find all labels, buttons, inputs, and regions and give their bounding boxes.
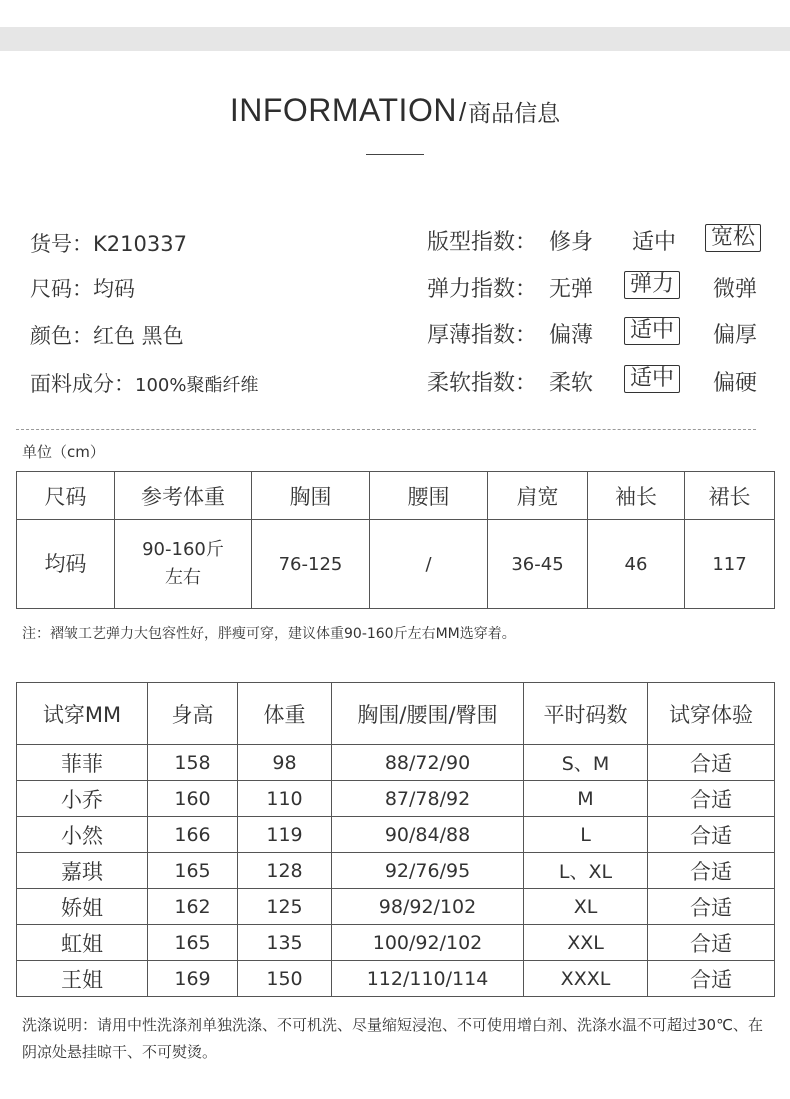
index-option: 无弹 (549, 277, 594, 302)
fitting-cell: 92/76/95 (332, 853, 524, 889)
fitting-cell: 169 (148, 961, 238, 997)
fitting-cell: 88/72/90 (332, 745, 524, 781)
fitting-cell: 合适 (648, 817, 775, 853)
table-row (17, 961, 775, 997)
size-cell: 117 (685, 520, 775, 609)
fitting-cell: 合适 (648, 925, 775, 961)
title-english: INFORMATION (229, 92, 457, 128)
fitting-cell: 王姐 (17, 961, 148, 997)
size-header-cell: 尺码 (17, 472, 115, 520)
table-row (17, 853, 775, 889)
index-option: 偏厚 (713, 323, 758, 348)
fitting-cell: 98/92/102 (332, 889, 524, 925)
size-cell: 46 (588, 520, 685, 609)
title-underline (366, 154, 424, 155)
table-row (17, 817, 775, 853)
fabric-value: 100%聚酯纤维 (135, 375, 259, 396)
section-title (0, 92, 790, 129)
fitting-cell: L (524, 817, 648, 853)
size-cell: 36-45 (488, 520, 588, 609)
size-cell: 均码 (17, 520, 115, 609)
index-option-selected: 弹力 (624, 271, 680, 299)
size-cell: / (370, 520, 488, 609)
wash-instructions: 洗涤说明：请用中性洗涤剂单独洗涤、不可机洗、尽量缩短浸泡、不可使用增白剂、洗涤水温不可超过30℃、在阴凉处悬挂晾干、不可熨烫。 (22, 1016, 763, 1061)
fabric-label: 面料成分： (30, 372, 135, 396)
fitting-cell: S、M (524, 745, 648, 781)
size-cell: 76-125 (252, 520, 370, 609)
fitting-cell: 128 (238, 853, 332, 889)
size-cell: 90-160斤 左右 (115, 520, 252, 609)
fitting-cell: 162 (148, 889, 238, 925)
fitting-cell: 嘉琪 (17, 853, 148, 889)
size-table-header (17, 472, 775, 520)
fitting-header-cell: 试穿体验 (648, 683, 775, 745)
fitting-header-cell: 身高 (148, 683, 238, 745)
fitting-cell: 虹姐 (17, 925, 148, 961)
index-label: 弹力指数： (427, 277, 538, 302)
fitting-cell: XL (524, 889, 648, 925)
index-option: 微弹 (713, 277, 758, 302)
item-number: 货号：K210337 (30, 232, 187, 256)
fitting-cell: M (524, 781, 648, 817)
index-option-selected: 适中 (624, 317, 680, 345)
fitting-cell: L、XL (524, 853, 648, 889)
table-row (17, 745, 775, 781)
index-option: 偏硬 (713, 371, 758, 396)
size-note: 注：褶皱工艺弹力大包容性好，胖瘦可穿，建议体重90-160斤左右MM选穿着。 (22, 626, 516, 642)
index-option: 适中 (632, 230, 677, 255)
fitting-cell: 合适 (648, 961, 775, 997)
fitting-cell: 98 (238, 745, 332, 781)
size-info: 尺码：均码 (30, 277, 135, 301)
index-option: 偏薄 (549, 323, 594, 348)
fitting-table-header (17, 683, 775, 745)
fitting-cell: 菲菲 (17, 745, 148, 781)
dashed-divider (16, 429, 756, 430)
fitting-header-cell: 试穿MM (17, 683, 148, 745)
size-header-cell: 胸围 (252, 472, 370, 520)
size-table (16, 471, 775, 609)
size-header-cell: 参考体重 (115, 472, 252, 520)
fitting-cell: 合适 (648, 853, 775, 889)
color-info: 颜色：红色 黑色 (30, 324, 184, 348)
fitting-header-cell: 体重 (238, 683, 332, 745)
fitting-cell: XXXL (524, 961, 648, 997)
fitting-cell: 119 (238, 817, 332, 853)
fitting-cell: 158 (148, 745, 238, 781)
fitting-cell: 90/84/88 (332, 817, 524, 853)
index-label: 厚薄指数： (427, 323, 538, 348)
index-label: 柔软指数： (427, 371, 538, 396)
size-header-cell: 肩宽 (488, 472, 588, 520)
fitting-cell: 165 (148, 853, 238, 889)
fitting-cell: 87/78/92 (332, 781, 524, 817)
fitting-cell: 110 (238, 781, 332, 817)
size-table-row (17, 520, 775, 609)
index-option-selected: 宽松 (705, 224, 761, 252)
fitting-cell: 135 (238, 925, 332, 961)
fitting-header-cell: 胸围/腰围/臀围 (332, 683, 524, 745)
unit-label: 单位（cm） (22, 443, 105, 461)
fitting-cell: 小然 (17, 817, 148, 853)
title-chinese: 商品信息 (468, 101, 561, 127)
fitting-cell: XXL (524, 925, 648, 961)
fitting-cell: 166 (148, 817, 238, 853)
fabric-info (30, 368, 258, 398)
fitting-header-cell: 平时码数 (524, 683, 648, 745)
fitting-cell: 100/92/102 (332, 925, 524, 961)
fitting-cell: 合适 (648, 781, 775, 817)
fitting-cell: 112/110/114 (332, 961, 524, 997)
index-label: 版型指数： (427, 230, 538, 255)
fitting-cell: 150 (238, 961, 332, 997)
fitting-cell: 165 (148, 925, 238, 961)
fitting-cell: 合适 (648, 745, 775, 781)
top-banner-bar (0, 27, 790, 51)
fitting-cell: 娇姐 (17, 889, 148, 925)
fitting-cell: 小乔 (17, 781, 148, 817)
index-option-selected: 适中 (624, 365, 680, 393)
size-header-cell: 袖长 (588, 472, 685, 520)
table-row (17, 925, 775, 961)
fitting-cell: 合适 (648, 889, 775, 925)
table-row (17, 889, 775, 925)
table-row (17, 781, 775, 817)
index-option: 修身 (549, 230, 594, 255)
title-slash: / (458, 97, 467, 127)
size-header-cell: 腰围 (370, 472, 488, 520)
fitting-table (16, 682, 775, 997)
fitting-cell: 160 (148, 781, 238, 817)
index-option: 柔软 (549, 371, 594, 396)
size-header-cell: 裙长 (685, 472, 775, 520)
fitting-cell: 125 (238, 889, 332, 925)
